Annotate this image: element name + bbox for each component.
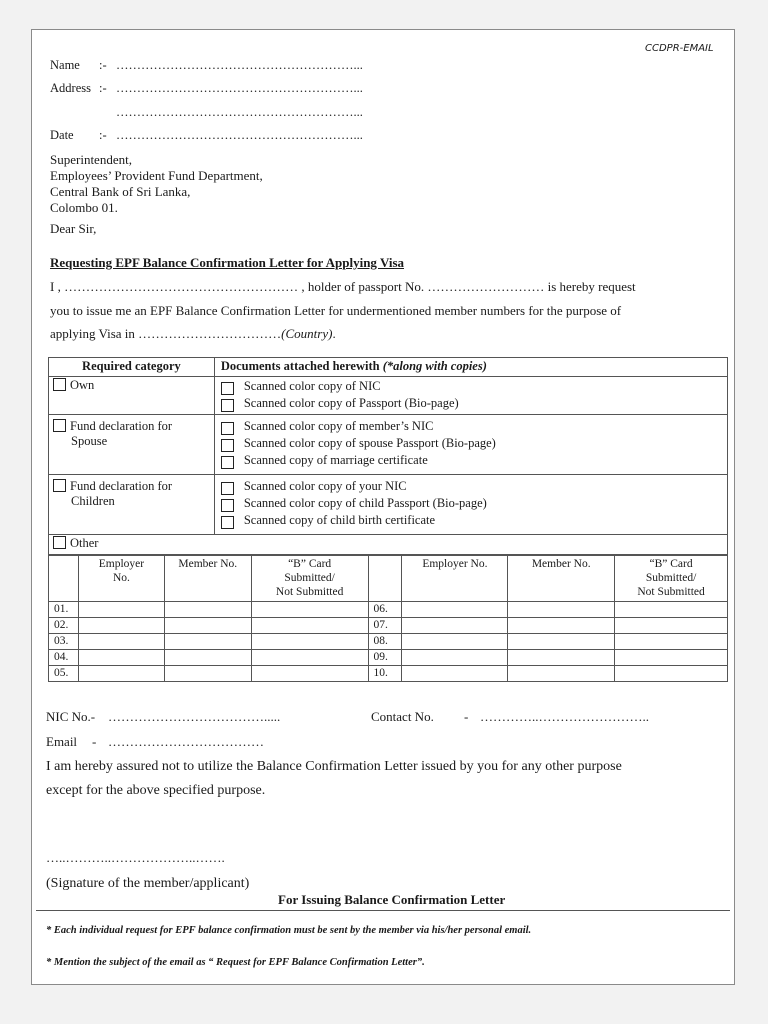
b-card-cell[interactable]	[615, 650, 728, 666]
note-1: * Each individual request for EPF balance confirmation must be sent by the member via his/her personal email.	[46, 925, 532, 936]
blank-header	[49, 556, 79, 602]
date-field[interactable]: …………………………………………………...	[116, 128, 363, 142]
document-item	[215, 513, 727, 530]
nic-label: NIC No.-	[46, 709, 96, 724]
employer-no-cell[interactable]	[402, 650, 508, 666]
document-checkbox[interactable]	[221, 382, 234, 395]
own-documents	[214, 377, 727, 415]
email-separator: -	[92, 734, 97, 749]
row-number: 04.	[49, 650, 79, 666]
document-label: Scanned color copy of spouse Passport (Bio-page)	[243, 436, 496, 450]
signature-field[interactable]: …..………..………………..…….	[46, 850, 225, 865]
employer-no-cell[interactable]	[78, 618, 164, 634]
row-number: 02.	[49, 618, 79, 634]
member-no-cell[interactable]	[508, 602, 615, 618]
document-checkbox[interactable]	[221, 499, 234, 512]
note-2: * Mention the subject of the email as “ Request for EPF Balance Confirmation Letter”.	[46, 957, 425, 968]
children-checkbox[interactable]	[53, 479, 66, 492]
b-card-header-line: Submitted/	[645, 572, 697, 584]
address-field-line-2[interactable]: …………………………………………………...	[116, 105, 363, 119]
other-checkbox[interactable]	[53, 536, 66, 549]
document-checkbox[interactable]	[221, 439, 234, 452]
b-card-cell[interactable]	[251, 634, 368, 650]
employer-no-header: Employer No.	[402, 556, 508, 602]
document-label: Scanned color copy of Passport (Bio-page)	[243, 396, 459, 410]
category-other	[49, 535, 215, 555]
member-no-header: Member No.	[164, 556, 251, 602]
name-label: Name	[50, 58, 80, 72]
b-card-header-line: “B” Card	[649, 558, 693, 570]
body-line-2: you to issue me an EPF Balance Confirmation Letter for undermentioned member numbers for the purpose of	[50, 303, 622, 318]
body-line-3-end: .	[332, 326, 336, 341]
address-separator: :-	[99, 81, 107, 95]
required-category-header: Required category	[49, 358, 215, 377]
row-number: 05.	[49, 666, 79, 682]
row-number: 08.	[368, 634, 402, 650]
employer-no-cell[interactable]	[402, 602, 508, 618]
document-checkbox[interactable]	[221, 516, 234, 529]
recipient-line: Superintendent,	[50, 152, 132, 167]
date-separator: :-	[99, 128, 107, 142]
category-children	[49, 475, 215, 535]
document-checkbox[interactable]	[221, 422, 234, 435]
assurance-line-2: except for the above specified purpose.	[46, 783, 266, 798]
spouse-checkbox[interactable]	[53, 419, 66, 432]
document-item	[215, 379, 727, 396]
category-label: Fund declaration for	[70, 479, 173, 493]
document-item	[215, 419, 727, 436]
table-row	[49, 666, 728, 682]
document-item	[215, 453, 727, 470]
documents-attached-title: Documents attached herewith	[220, 359, 380, 373]
member-no-header: Member No.	[508, 556, 615, 602]
date-label: Date	[50, 128, 74, 142]
document-item	[215, 479, 727, 496]
b-card-cell[interactable]	[615, 602, 728, 618]
recipient-line: Colombo 01.	[50, 200, 118, 215]
spouse-documents	[214, 415, 727, 475]
b-card-cell[interactable]	[251, 650, 368, 666]
employer-header-line: No.	[112, 572, 130, 584]
row-number: 03.	[49, 634, 79, 650]
divider	[36, 910, 730, 911]
member-no-cell[interactable]	[164, 666, 251, 682]
row-number: 09.	[368, 650, 402, 666]
member-no-cell[interactable]	[508, 666, 615, 682]
category-label: Own	[70, 378, 95, 392]
country-hint: (Country)	[281, 326, 333, 341]
b-card-header	[615, 556, 728, 602]
own-checkbox[interactable]	[53, 378, 66, 391]
b-card-header	[251, 556, 368, 602]
b-card-cell[interactable]	[251, 666, 368, 682]
b-card-cell[interactable]	[615, 666, 728, 682]
blank-header	[368, 556, 402, 602]
document-label: Scanned color copy of your NIC	[243, 479, 407, 493]
recipient-address	[50, 152, 263, 216]
document-checkbox[interactable]	[221, 456, 234, 469]
document-item	[215, 436, 727, 453]
b-card-header-line: Not Submitted	[275, 586, 344, 598]
other-documents	[214, 535, 727, 555]
table-row	[49, 618, 728, 634]
employer-no-cell[interactable]	[78, 650, 164, 666]
name-field[interactable]: …………………………………………………...	[116, 58, 363, 72]
category-label-2: Children	[71, 494, 115, 508]
b-card-cell[interactable]	[251, 602, 368, 618]
member-no-cell[interactable]	[508, 634, 615, 650]
category-label-2: Spouse	[71, 434, 108, 448]
document-label: Scanned color copy of child Passport (Bio-page)	[243, 496, 487, 510]
body-line-3	[50, 326, 336, 342]
employer-no-cell[interactable]	[402, 634, 508, 650]
name-separator: :-	[99, 58, 107, 72]
form-code: CCDPR-EMAIL	[645, 43, 714, 54]
document-label: Scanned color copy of NIC	[243, 379, 381, 393]
member-no-cell[interactable]	[164, 618, 251, 634]
documents-attached-note: (*along with copies)	[382, 359, 487, 373]
b-card-cell[interactable]	[615, 634, 728, 650]
email-field[interactable]: ………………………………	[108, 734, 264, 749]
contact-label: Contact No.	[371, 709, 434, 724]
row-number: 10.	[368, 666, 402, 682]
row-number: 01.	[49, 602, 79, 618]
body-line-1: I , ……………………………………………… , holder of passport No. ……………………… is hereby request	[50, 279, 636, 294]
address-label: Address	[50, 81, 91, 95]
employer-no-cell[interactable]	[78, 602, 164, 618]
member-no-cell[interactable]	[508, 650, 615, 666]
body-line-3-text: applying Visa in ……………………………	[50, 326, 282, 341]
b-card-header-line: Submitted/	[284, 572, 335, 584]
document-checkbox[interactable]	[221, 399, 234, 412]
form-page	[31, 29, 735, 985]
member-no-cell[interactable]	[164, 634, 251, 650]
employer-no-cell[interactable]	[402, 666, 508, 682]
documents-attached-header	[214, 358, 727, 377]
email-label: Email	[46, 734, 78, 749]
b-card-cell[interactable]	[251, 618, 368, 634]
table-row	[49, 602, 728, 618]
table-row	[49, 650, 728, 666]
salutation: Dear Sir,	[50, 221, 97, 236]
children-documents	[214, 475, 727, 535]
contact-field[interactable]: …………..……………………..	[480, 709, 649, 724]
employer-no-cell[interactable]	[78, 666, 164, 682]
member-no-cell[interactable]	[164, 602, 251, 618]
issuing-title: For Issuing Balance Confirmation Letter	[278, 892, 506, 907]
nic-field[interactable]: ……………………………….....	[108, 709, 281, 724]
recipient-line: Central Bank of Sri Lanka,	[50, 184, 191, 199]
row-number: 07.	[368, 618, 402, 634]
member-no-cell[interactable]	[508, 618, 615, 634]
document-item	[215, 496, 727, 513]
document-label: Scanned color copy of member’s NIC	[243, 419, 434, 433]
member-no-cell[interactable]	[164, 650, 251, 666]
signature-label: (Signature of the member/applicant)	[46, 876, 250, 891]
category-own	[49, 377, 215, 415]
employer-no-cell[interactable]	[402, 618, 508, 634]
b-card-header-line: “B” Card	[288, 558, 332, 570]
document-checkbox[interactable]	[221, 482, 234, 495]
employer-header-line: Employer	[98, 558, 145, 570]
category-label: Other	[70, 536, 99, 550]
document-label: Scanned copy of child birth certificate	[243, 513, 436, 527]
subject-line: Requesting EPF Balance Confirmation Letter for Applying Visa	[50, 255, 405, 270]
category-label: Fund declaration for	[70, 419, 173, 433]
document-label: Scanned copy of marriage certificate	[243, 453, 428, 467]
document-item	[215, 396, 727, 413]
employer-no-cell[interactable]	[78, 634, 164, 650]
b-card-cell[interactable]	[615, 618, 728, 634]
b-card-header-line: Not Submitted	[637, 586, 705, 598]
category-spouse	[49, 415, 215, 475]
member-numbers-table	[48, 555, 728, 682]
recipient-line: Employees’ Provident Fund Department,	[50, 168, 263, 183]
assurance-line-1: I am hereby assured not to utilize the Balance Confirmation Letter issued by you for any other purpose	[46, 759, 622, 774]
documents-table	[48, 357, 728, 555]
contact-separator: -	[464, 709, 469, 724]
address-field-line-1[interactable]: …………………………………………………...	[116, 81, 363, 95]
table-row	[49, 634, 728, 650]
employer-no-header	[78, 556, 164, 602]
row-number: 06.	[368, 602, 402, 618]
